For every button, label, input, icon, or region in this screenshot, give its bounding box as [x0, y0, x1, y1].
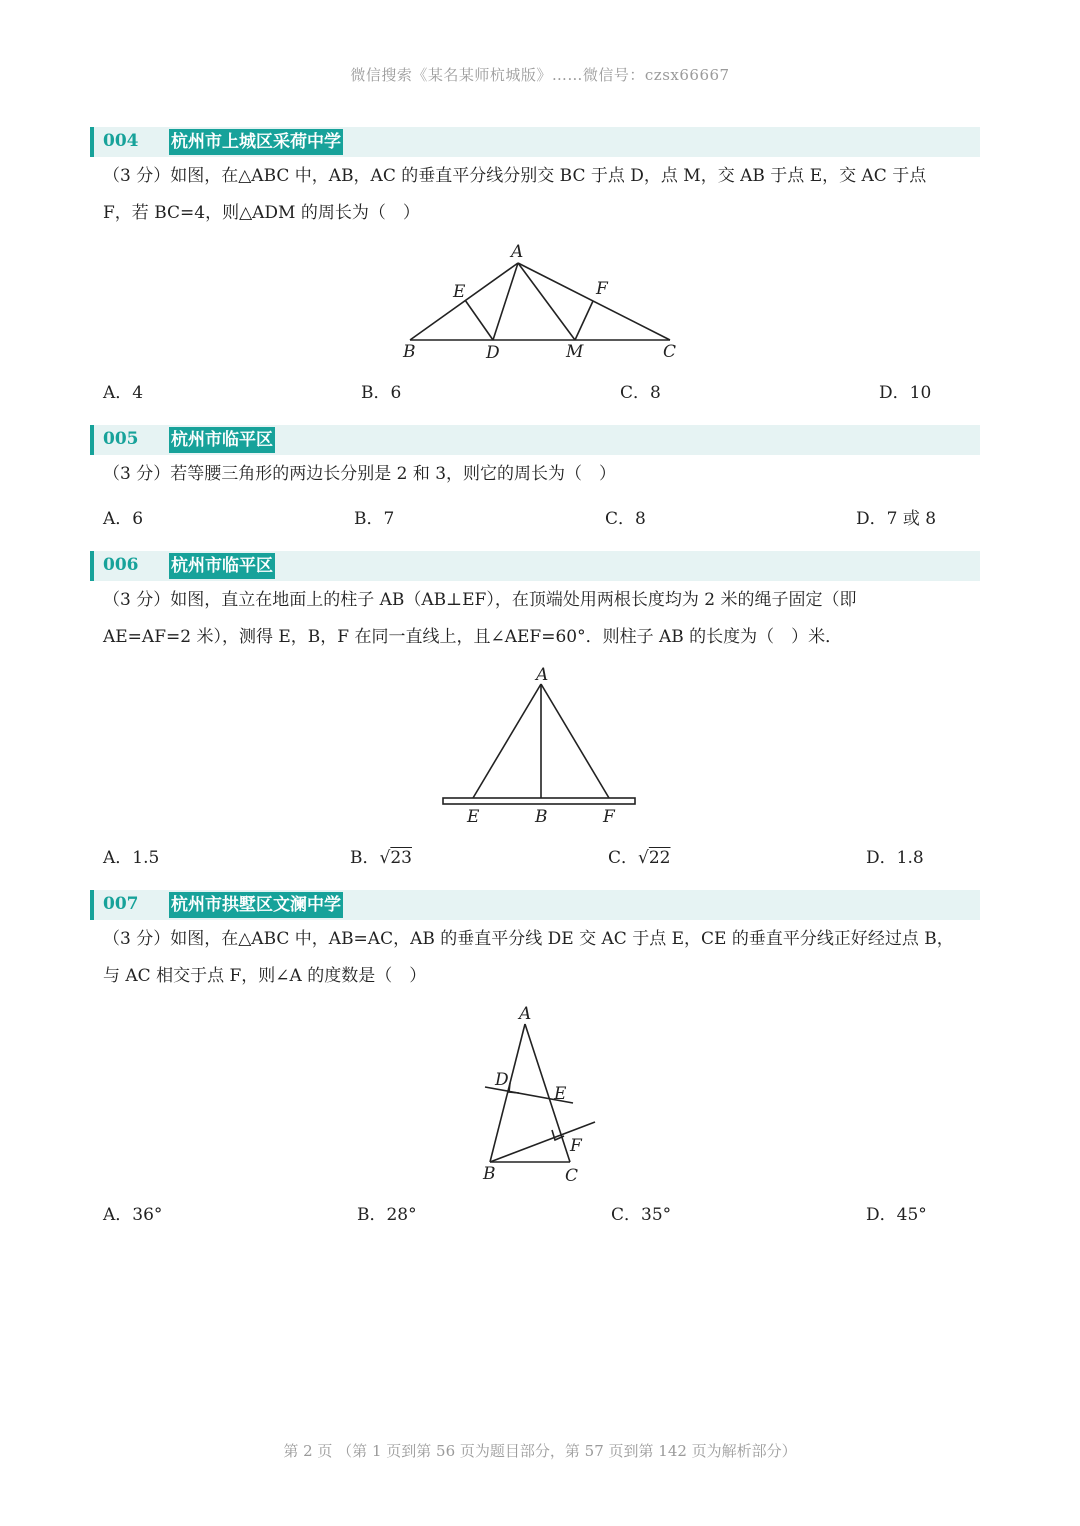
- question-line: 与 AC 相交于点 F，则∠A 的度数是（ ）: [103, 966, 427, 986]
- school-label: 杭州市临平区: [169, 553, 275, 579]
- option-letter: B．: [350, 848, 380, 868]
- option-b: [350, 843, 412, 868]
- option-letter: C．: [608, 848, 639, 868]
- label-E: E: [467, 807, 480, 827]
- question-number: 007: [103, 894, 139, 914]
- option-d: D．10: [879, 383, 932, 403]
- school-label: 杭州市拱墅区文澜中学: [169, 892, 343, 918]
- header-accent-bar: [90, 890, 94, 920]
- question-text-006: [103, 582, 983, 656]
- header-accent-bar: [90, 551, 94, 581]
- triangle-figure-004: [395, 238, 685, 368]
- question-line: （3 分）如图，直立在地面上的柱子 AB（AB⊥EF），在顶端处用两根长度均为 2 米的绳子固定（即: [103, 590, 857, 610]
- school-label: 杭州市上城区采荷中学: [169, 129, 343, 155]
- label-B: B: [403, 342, 416, 362]
- option-c: C．8: [605, 509, 646, 529]
- question-line: （3 分）若等腰三角形的两边长分别是 2 和 3，则它的周长为（ ）: [103, 464, 617, 484]
- label-F: F: [603, 807, 615, 827]
- radicand: 22: [648, 848, 671, 868]
- option-d: D．7 或 8: [856, 509, 937, 529]
- label-E: E: [554, 1084, 567, 1104]
- label-C: C: [663, 342, 677, 362]
- option-b: B．28°: [357, 1205, 417, 1225]
- question-number: 006: [103, 555, 139, 575]
- label-A: A: [511, 242, 524, 262]
- triangle-figure-007: [470, 1002, 610, 1192]
- question-line: F，若 BC=4，则△ADM 的周长为（ ）: [103, 203, 420, 223]
- school-label: 杭州市临平区: [169, 427, 275, 453]
- label-A: A: [519, 1004, 532, 1024]
- page-footer: 第 2 页 （第 1 页到第 56 页为题目部分，第 57 页到第 142 页为解析部分）: [283, 1442, 797, 1460]
- option-b: B．7: [354, 509, 395, 529]
- watermark: 微信搜索《某名某师杭城版》……微信号：czsx66667: [350, 66, 730, 84]
- sqrt-expression: √22: [638, 848, 671, 868]
- option-a: A．6: [103, 509, 144, 529]
- radicand: 23: [390, 848, 412, 868]
- question-line: （3 分）如图，在△ABC 中，AB，AC 的垂直平分线分别交 BC 于点 D，点 M，交 AB 于点 E，交 AC 于点: [103, 166, 927, 186]
- option-d: D．1.8: [866, 848, 924, 868]
- label-C: C: [565, 1166, 579, 1186]
- pole-figure-006: [435, 662, 645, 832]
- header-accent-bar: [90, 127, 94, 157]
- option-a: A．4: [103, 383, 144, 403]
- option-c: C．8: [620, 383, 661, 403]
- header-accent-bar: [90, 425, 94, 455]
- question-text-007: [103, 921, 983, 995]
- option-c: [608, 843, 671, 868]
- question-text-004: [103, 158, 983, 232]
- label-B: B: [483, 1164, 496, 1184]
- option-a: A．36°: [103, 1205, 163, 1225]
- question-header-005: [90, 425, 980, 455]
- question-header-004: [90, 127, 980, 157]
- question-text-005: [103, 456, 983, 493]
- label-F: F: [570, 1136, 582, 1156]
- label-B: B: [535, 807, 548, 827]
- question-header-007: [90, 890, 980, 920]
- option-c: C．35°: [611, 1205, 672, 1225]
- question-line: （3 分）如图，在△ABC 中，AB=AC，AB 的垂直平分线 DE 交 AC 于点 E，CE 的垂直平分线正好经过点 B，: [103, 929, 954, 949]
- option-b: B．6: [361, 383, 402, 403]
- label-A: A: [536, 665, 549, 685]
- question-number: 004: [103, 131, 139, 151]
- label-M: M: [566, 342, 584, 362]
- label-D: D: [486, 343, 500, 363]
- option-d: D．45°: [866, 1205, 927, 1225]
- label-F: F: [596, 279, 608, 299]
- question-number: 005: [103, 429, 139, 449]
- option-a: A．1.5: [103, 848, 160, 868]
- question-line: AE=AF=2 米），测得 E，B，F 在同一直线上，且∠AEF=60°．则柱子 AB 的长度为（ ）米．: [103, 627, 843, 647]
- label-D: D: [495, 1070, 509, 1090]
- label-E: E: [453, 282, 466, 302]
- question-header-006: [90, 551, 980, 581]
- sqrt-expression: √23: [379, 848, 412, 868]
